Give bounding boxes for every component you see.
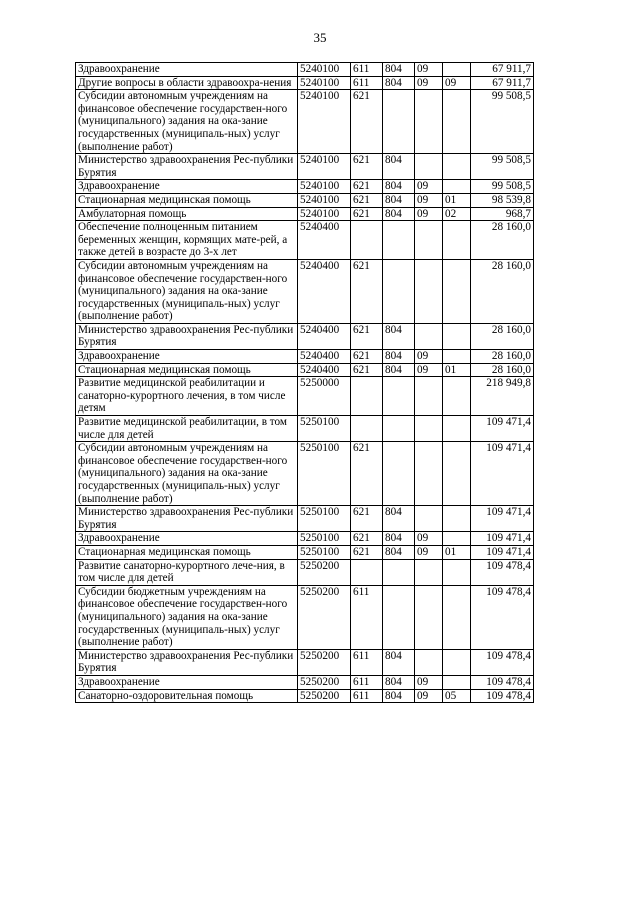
- ministry-code-cell: 804: [383, 649, 415, 675]
- expense-type-code-cell: 621: [351, 363, 383, 377]
- ministry-code-cell: [383, 259, 415, 323]
- target-article-code-cell: 5250100: [298, 545, 351, 559]
- expense-type-code-cell: 621: [351, 154, 383, 180]
- row-name-cell: Здравоохранение: [76, 350, 298, 364]
- ministry-code-cell: 804: [383, 350, 415, 364]
- subsection-code-cell: [443, 442, 471, 506]
- table-row: [76, 323, 534, 349]
- ministry-code-cell: 804: [383, 76, 415, 90]
- page-number: 35: [313, 30, 327, 45]
- target-article-code-cell: 5240400: [298, 363, 351, 377]
- row-name-cell: Министерство здравоохранения Рес-публики Бурятия: [76, 323, 298, 349]
- subsection-code-cell: [443, 180, 471, 194]
- target-article-code-cell: 5250100: [298, 506, 351, 532]
- expense-type-code-cell: 621: [351, 90, 383, 154]
- amount-cell: 109 478,4: [471, 649, 534, 675]
- section-code-cell: [415, 416, 443, 442]
- row-name-cell: Развитие медицинской реабилитации, в том числе для детей: [76, 416, 298, 442]
- ministry-code-cell: 804: [383, 207, 415, 221]
- section-code-cell: [415, 377, 443, 416]
- amount-cell: 28 160,0: [471, 323, 534, 349]
- section-code-cell: 09: [415, 350, 443, 364]
- target-article-code-cell: 5250000: [298, 377, 351, 416]
- ministry-code-cell: [383, 442, 415, 506]
- amount-cell: 28 160,0: [471, 221, 534, 260]
- expense-type-code-cell: 611: [351, 689, 383, 703]
- amount-cell: 109 471,4: [471, 416, 534, 442]
- expense-type-code-cell: 611: [351, 585, 383, 649]
- section-code-cell: [415, 559, 443, 585]
- amount-cell: 28 160,0: [471, 259, 534, 323]
- row-name-cell: Субсидии автономным учреждениям на финансовое обеспечение государствен-ного (муниципального) задания на ока-зание государственных (муниципаль-ных) услуг (выполнение работ): [76, 259, 298, 323]
- amount-cell: 109 478,4: [471, 689, 534, 703]
- section-code-cell: 09: [415, 180, 443, 194]
- row-name-cell: Обеспечение полноценным питанием беременных женщин, кормящих мате-рей, а также детей в возрасте до 3-х лет: [76, 221, 298, 260]
- table-row: [76, 76, 534, 90]
- section-code-cell: 09: [415, 689, 443, 703]
- table-row: [76, 675, 534, 689]
- target-article-code-cell: 5250100: [298, 532, 351, 546]
- expense-type-code-cell: 621: [351, 350, 383, 364]
- ministry-code-cell: [383, 585, 415, 649]
- target-article-code-cell: 5240100: [298, 90, 351, 154]
- subsection-code-cell: 01: [443, 193, 471, 207]
- subsection-code-cell: [443, 350, 471, 364]
- target-article-code-cell: 5240100: [298, 207, 351, 221]
- row-name-cell: Субсидии автономным учреждениям на финансовое обеспечение государствен-ного (муниципального) задания на ока-зание государственных (муниципаль-ных) услуг (выполнение работ): [76, 442, 298, 506]
- ministry-code-cell: [383, 416, 415, 442]
- amount-cell: 218 949,8: [471, 377, 534, 416]
- amount-cell: 28 160,0: [471, 350, 534, 364]
- section-code-cell: [415, 221, 443, 260]
- expense-type-code-cell: [351, 559, 383, 585]
- expense-type-code-cell: 621: [351, 442, 383, 506]
- target-article-code-cell: 5240100: [298, 76, 351, 90]
- amount-cell: 99 508,5: [471, 154, 534, 180]
- ministry-code-cell: 804: [383, 545, 415, 559]
- ministry-code-cell: 804: [383, 323, 415, 349]
- expense-type-code-cell: 621: [351, 259, 383, 323]
- section-code-cell: [415, 323, 443, 349]
- row-name-cell: Здравоохранение: [76, 180, 298, 194]
- target-article-code-cell: 5240100: [298, 193, 351, 207]
- section-code-cell: [415, 442, 443, 506]
- amount-cell: 109 478,4: [471, 559, 534, 585]
- expense-type-code-cell: 611: [351, 63, 383, 77]
- ministry-code-cell: [383, 221, 415, 260]
- row-name-cell: Санаторно-оздоровительная помощь: [76, 689, 298, 703]
- section-code-cell: 09: [415, 545, 443, 559]
- expense-type-code-cell: 621: [351, 323, 383, 349]
- ministry-code-cell: 804: [383, 363, 415, 377]
- table-row: [76, 221, 534, 260]
- target-article-code-cell: 5240400: [298, 350, 351, 364]
- row-name-cell: Здравоохранение: [76, 63, 298, 77]
- amount-cell: 109 471,4: [471, 532, 534, 546]
- ministry-code-cell: [383, 90, 415, 154]
- ministry-code-cell: 804: [383, 675, 415, 689]
- section-code-cell: 09: [415, 76, 443, 90]
- row-name-cell: Здравоохранение: [76, 675, 298, 689]
- target-article-code-cell: 5240400: [298, 259, 351, 323]
- subsection-code-cell: 05: [443, 689, 471, 703]
- ministry-code-cell: [383, 377, 415, 416]
- section-code-cell: 09: [415, 63, 443, 77]
- ministry-code-cell: 804: [383, 154, 415, 180]
- subsection-code-cell: [443, 377, 471, 416]
- row-name-cell: Министерство здравоохранения Рес-публики Бурятия: [76, 506, 298, 532]
- table-row: [76, 193, 534, 207]
- expense-type-code-cell: 611: [351, 76, 383, 90]
- ministry-code-cell: 804: [383, 532, 415, 546]
- row-name-cell: Другие вопросы в области здравоохра-нения: [76, 76, 298, 90]
- subsection-code-cell: [443, 585, 471, 649]
- table-row: [76, 350, 534, 364]
- table-row: [76, 180, 534, 194]
- section-code-cell: [415, 506, 443, 532]
- ministry-code-cell: [383, 559, 415, 585]
- section-code-cell: [415, 585, 443, 649]
- section-code-cell: 09: [415, 193, 443, 207]
- target-article-code-cell: 5250200: [298, 559, 351, 585]
- amount-cell: 109 471,4: [471, 506, 534, 532]
- row-name-cell: Субсидии бюджетным учреждениям на финансовое обеспечение государствен-ного (муниципального) задания на ока-зание государственных (муниципаль-ных) услуг (выполнение работ): [76, 585, 298, 649]
- subsection-code-cell: [443, 63, 471, 77]
- table-row: [76, 689, 534, 703]
- section-code-cell: 09: [415, 675, 443, 689]
- table-row: [76, 363, 534, 377]
- row-name-cell: Развитие медицинской реабилитации и санаторно-курортного лечения, в том числе детям: [76, 377, 298, 416]
- row-name-cell: Развитие санаторно-курортного лече-ния, в том числе для детей: [76, 559, 298, 585]
- subsection-code-cell: [443, 323, 471, 349]
- amount-cell: 99 508,5: [471, 180, 534, 194]
- target-article-code-cell: 5250200: [298, 649, 351, 675]
- target-article-code-cell: 5240400: [298, 323, 351, 349]
- ministry-code-cell: 804: [383, 689, 415, 703]
- expense-type-code-cell: 621: [351, 545, 383, 559]
- expense-type-code-cell: [351, 377, 383, 416]
- row-name-cell: Здравоохранение: [76, 532, 298, 546]
- expense-type-code-cell: 621: [351, 506, 383, 532]
- ministry-code-cell: 804: [383, 180, 415, 194]
- subsection-code-cell: [443, 416, 471, 442]
- table-row: [76, 154, 534, 180]
- subsection-code-cell: [443, 221, 471, 260]
- subsection-code-cell: [443, 649, 471, 675]
- ministry-code-cell: 804: [383, 63, 415, 77]
- section-code-cell: [415, 90, 443, 154]
- subsection-code-cell: 01: [443, 545, 471, 559]
- expense-type-code-cell: 621: [351, 532, 383, 546]
- expense-type-code-cell: 611: [351, 675, 383, 689]
- amount-cell: 98 539,8: [471, 193, 534, 207]
- subsection-code-cell: [443, 675, 471, 689]
- subsection-code-cell: [443, 506, 471, 532]
- amount-cell: 67 911,7: [471, 76, 534, 90]
- expense-type-code-cell: 611: [351, 649, 383, 675]
- section-code-cell: 09: [415, 363, 443, 377]
- target-article-code-cell: 5250100: [298, 442, 351, 506]
- amount-cell: 109 471,4: [471, 545, 534, 559]
- target-article-code-cell: 5240400: [298, 221, 351, 260]
- ministry-code-cell: 804: [383, 506, 415, 532]
- section-code-cell: 09: [415, 207, 443, 221]
- amount-cell: 109 471,4: [471, 442, 534, 506]
- budget-table: [75, 62, 534, 703]
- table-row: [76, 207, 534, 221]
- expense-type-code-cell: [351, 416, 383, 442]
- subsection-code-cell: [443, 532, 471, 546]
- section-code-cell: [415, 649, 443, 675]
- target-article-code-cell: 5250200: [298, 675, 351, 689]
- ministry-code-cell: 804: [383, 193, 415, 207]
- row-name-cell: Субсидии автономным учреждениям на финансовое обеспечение государствен-ного (муниципального) задания на ока-зание государственных (муниципаль-ных) услуг (выполнение работ): [76, 90, 298, 154]
- target-article-code-cell: 5240100: [298, 154, 351, 180]
- row-name-cell: Стационарная медицинская помощь: [76, 193, 298, 207]
- subsection-code-cell: [443, 259, 471, 323]
- target-article-code-cell: 5250200: [298, 585, 351, 649]
- table-row: [76, 90, 534, 154]
- subsection-code-cell: [443, 90, 471, 154]
- budget-table-body: [76, 63, 534, 703]
- table-row: [76, 506, 534, 532]
- target-article-code-cell: 5240100: [298, 63, 351, 77]
- expense-type-code-cell: 621: [351, 193, 383, 207]
- row-name-cell: Стационарная медицинская помощь: [76, 545, 298, 559]
- section-code-cell: [415, 259, 443, 323]
- subsection-code-cell: 01: [443, 363, 471, 377]
- table-row: [76, 532, 534, 546]
- section-code-cell: [415, 154, 443, 180]
- target-article-code-cell: 5250200: [298, 689, 351, 703]
- amount-cell: 99 508,5: [471, 90, 534, 154]
- row-name-cell: Министерство здравоохранения Рес-публики Бурятия: [76, 649, 298, 675]
- amount-cell: 67 911,7: [471, 63, 534, 77]
- table-row: [76, 416, 534, 442]
- subsection-code-cell: [443, 154, 471, 180]
- row-name-cell: Амбулаторная помощь: [76, 207, 298, 221]
- row-name-cell: Министерство здравоохранения Рес-публики Бурятия: [76, 154, 298, 180]
- target-article-code-cell: 5250100: [298, 416, 351, 442]
- table-row: [76, 559, 534, 585]
- section-code-cell: 09: [415, 532, 443, 546]
- subsection-code-cell: 09: [443, 76, 471, 90]
- amount-cell: 28 160,0: [471, 363, 534, 377]
- subsection-code-cell: 02: [443, 207, 471, 221]
- target-article-code-cell: 5240100: [298, 180, 351, 194]
- table-row: [76, 585, 534, 649]
- row-name-cell: Стационарная медицинская помощь: [76, 363, 298, 377]
- expense-type-code-cell: 621: [351, 180, 383, 194]
- amount-cell: 109 478,4: [471, 675, 534, 689]
- table-row: [76, 63, 534, 77]
- amount-cell: 968,7: [471, 207, 534, 221]
- table-row: [76, 649, 534, 675]
- subsection-code-cell: [443, 559, 471, 585]
- expense-type-code-cell: 621: [351, 207, 383, 221]
- expense-type-code-cell: [351, 221, 383, 260]
- table-row: [76, 377, 534, 416]
- table-row: [76, 259, 534, 323]
- table-row: [76, 442, 534, 506]
- table-row: [76, 545, 534, 559]
- amount-cell: 109 478,4: [471, 585, 534, 649]
